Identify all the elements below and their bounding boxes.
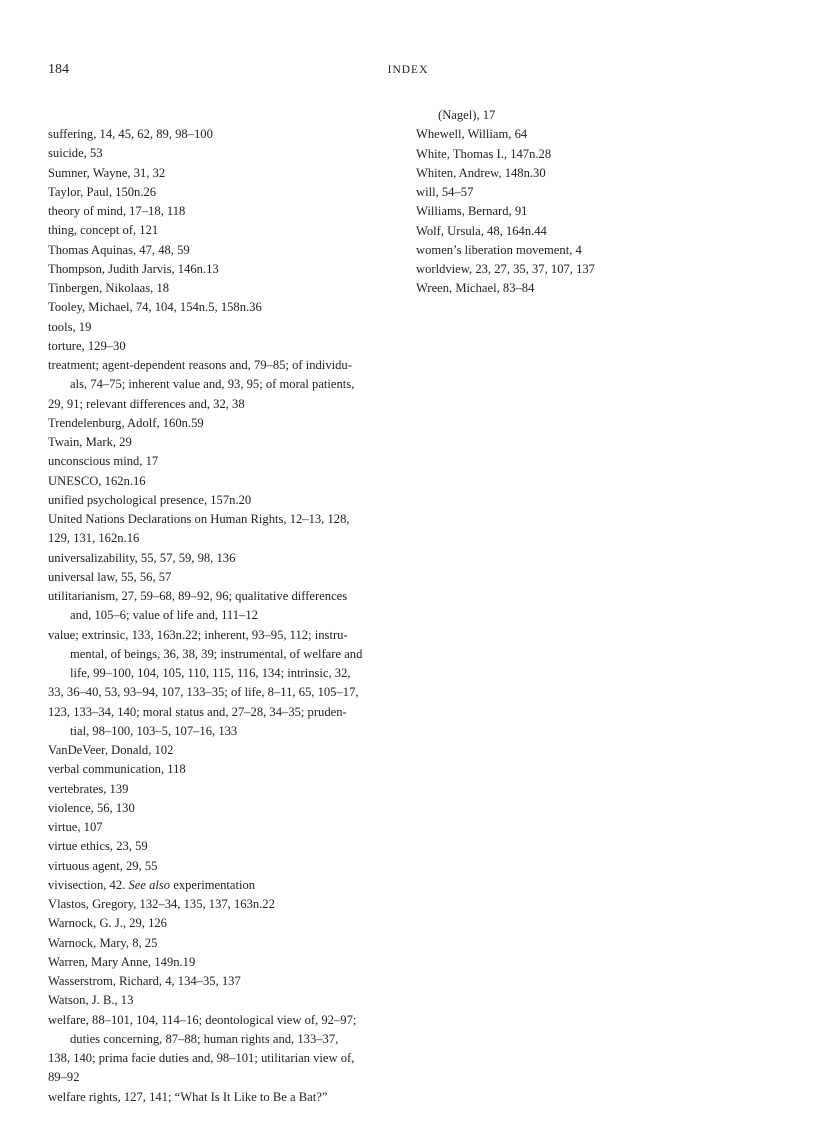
running-head: INDEX (387, 64, 429, 76)
index-entry: virtue, 107 (48, 820, 103, 834)
index-entry-line: 33, 36–40, 53, 93–94, 107, 133–35; of life, 8–11, 65, 105–17, (48, 685, 359, 700)
index-entry: VanDeVeer, Donald, 102 (48, 743, 174, 757)
index-entry-line: United Nations Declarations on Human Rights, 12–13, 128, (48, 512, 350, 526)
index-entry: Thompson, Judith Jarvis, 146n.13 (48, 261, 219, 276)
index-entry: Twain, Mark, 29 (48, 435, 132, 449)
index-entry-line: value; extrinsic, 133, 163n.22; inherent, 93–95, 112; instru- (48, 627, 348, 642)
index-left-column (48, 125, 400, 1107)
index-entry: Warren, Mary Anne, 149n.19 (48, 954, 196, 969)
index-entry: Taylor, Paul, 150n.26 (48, 184, 157, 199)
index-entry: Williams, Bernard, 91 (416, 204, 528, 219)
index-entry: virtuous agent, 29, 55 (48, 858, 158, 873)
index-entry-line: and, 105–6; value of life and, 111–12 (70, 608, 258, 623)
index-entry: thing, concept of, 121 (48, 223, 159, 238)
index-entry-line: life, 99–100, 104, 105, 110, 115, 116, 134; intrinsic, 32, (70, 666, 351, 680)
index-entry-line: 123, 133–34, 140; moral status and, 27–28, 34–35; pruden- (48, 704, 347, 719)
index-entry: Wasserstrom, Richard, 4, 134–35, 137 (48, 974, 241, 988)
index-entry-text: vivisection, 42. (48, 877, 129, 892)
index-right-column (416, 106, 756, 299)
index-entry: Whewell, William, 64 (416, 127, 528, 142)
index-entry-text: experimentation (170, 877, 256, 892)
index-entry: welfare rights, 127, 141; “What Is It Like to Be a Bat?” (48, 1089, 328, 1104)
index-entry-line: 129, 131, 162n.16 (48, 531, 140, 546)
index-entry-line: als, 74–75; inherent value and, 93, 95; of moral patients, (70, 377, 355, 392)
index-entry-line: 89–92 (48, 1070, 80, 1085)
index-entry-line: utilitarianism, 27, 59–68, 89–92, 96; qualitative differences (48, 589, 348, 603)
index-entry-line: 29, 91; relevant differences and, 32, 38 (48, 396, 245, 411)
index-entry: universalizability, 55, 57, 59, 98, 136 (48, 550, 236, 565)
index-entry: Tooley, Michael, 74, 104, 154n.5, 158n.36 (48, 300, 262, 315)
index-entry-line: 138, 140; prima facie duties and, 98–101; utilitarian view of, (48, 1051, 355, 1065)
index-entry: universal law, 55, 56, 57 (48, 569, 172, 584)
index-entry: violence, 56, 130 (48, 800, 135, 815)
index-entry: UNESCO, 162n.16 (48, 473, 146, 488)
index-entry: virtue ethics, 23, 59 (48, 839, 148, 854)
index-entry: unconscious mind, 17 (48, 454, 159, 469)
index-entry: worldview, 23, 27, 35, 37, 107, 137 (416, 262, 595, 276)
index-entry: Warnock, Mary, 8, 25 (48, 935, 158, 950)
index-entry: suicide, 53 (48, 146, 103, 161)
index-entry: Thomas Aquinas, 47, 48, 59 (48, 242, 190, 257)
index-entry: unified psychological presence, 157n.20 (48, 492, 252, 507)
index-entry: Tinbergen, Nikolaas, 18 (48, 281, 170, 295)
index-entry-line: tial, 98–100, 103–5, 107–16, 133 (70, 723, 238, 738)
index-entry: White, Thomas I., 147n.28 (416, 146, 552, 161)
index-entry: Wreen, Michael, 83–84 (416, 281, 535, 296)
index-entry: Watson, J. B., 13 (48, 993, 134, 1008)
index-entry-continuation: (Nagel), 17 (438, 108, 496, 122)
index-entry: Sumner, Wayne, 31, 32 (48, 165, 166, 180)
index-entry: Whiten, Andrew, 148n.30 (416, 165, 546, 180)
index-entry: Wolf, Ursula, 48, 164n.44 (416, 223, 547, 238)
index-entry-value (48, 626, 400, 742)
index-entry-united-nations (48, 510, 400, 549)
index-entry-vivisection (48, 876, 400, 895)
index-entry-line: mental, of beings, 36, 38, 39; instrumental, of welfare and (70, 646, 363, 661)
index-entry: Vlastos, Gregory, 132–34, 135, 137, 163n.22 (48, 897, 275, 911)
index-entry: torture, 129–30 (48, 338, 126, 353)
see-also-reference: See also (128, 877, 171, 892)
index-entry: tools, 19 (48, 319, 92, 334)
index-entry-line: duties concerning, 87–88; human rights and, 133–37, (70, 1031, 339, 1046)
index-entry: theory of mind, 17–18, 118 (48, 204, 186, 218)
index-entry-welfare (48, 1011, 400, 1088)
index-entry: vertebrates, 139 (48, 781, 129, 796)
index-entry: Trendelenburg, Adolf, 160n.59 (48, 415, 204, 430)
index-entry: Warnock, G. J., 29, 126 (48, 916, 167, 931)
index-entry: women’s liberation movement, 4 (416, 242, 582, 257)
index-entry: verbal communication, 118 (48, 762, 186, 777)
index-entry: suffering, 14, 45, 62, 89, 98–100 (48, 127, 213, 141)
index-entry-line: welfare, 88–101, 104, 114–16; deontological view of, 92–97; (48, 1012, 357, 1027)
index-entry-line: treatment; agent-dependent reasons and, 79–85; of individu- (48, 358, 352, 372)
index-entry-utilitarianism (48, 587, 400, 626)
index-entry-treatment (48, 356, 400, 414)
index-entry: will, 54–57 (416, 185, 474, 199)
page-number: 184 (48, 62, 69, 77)
